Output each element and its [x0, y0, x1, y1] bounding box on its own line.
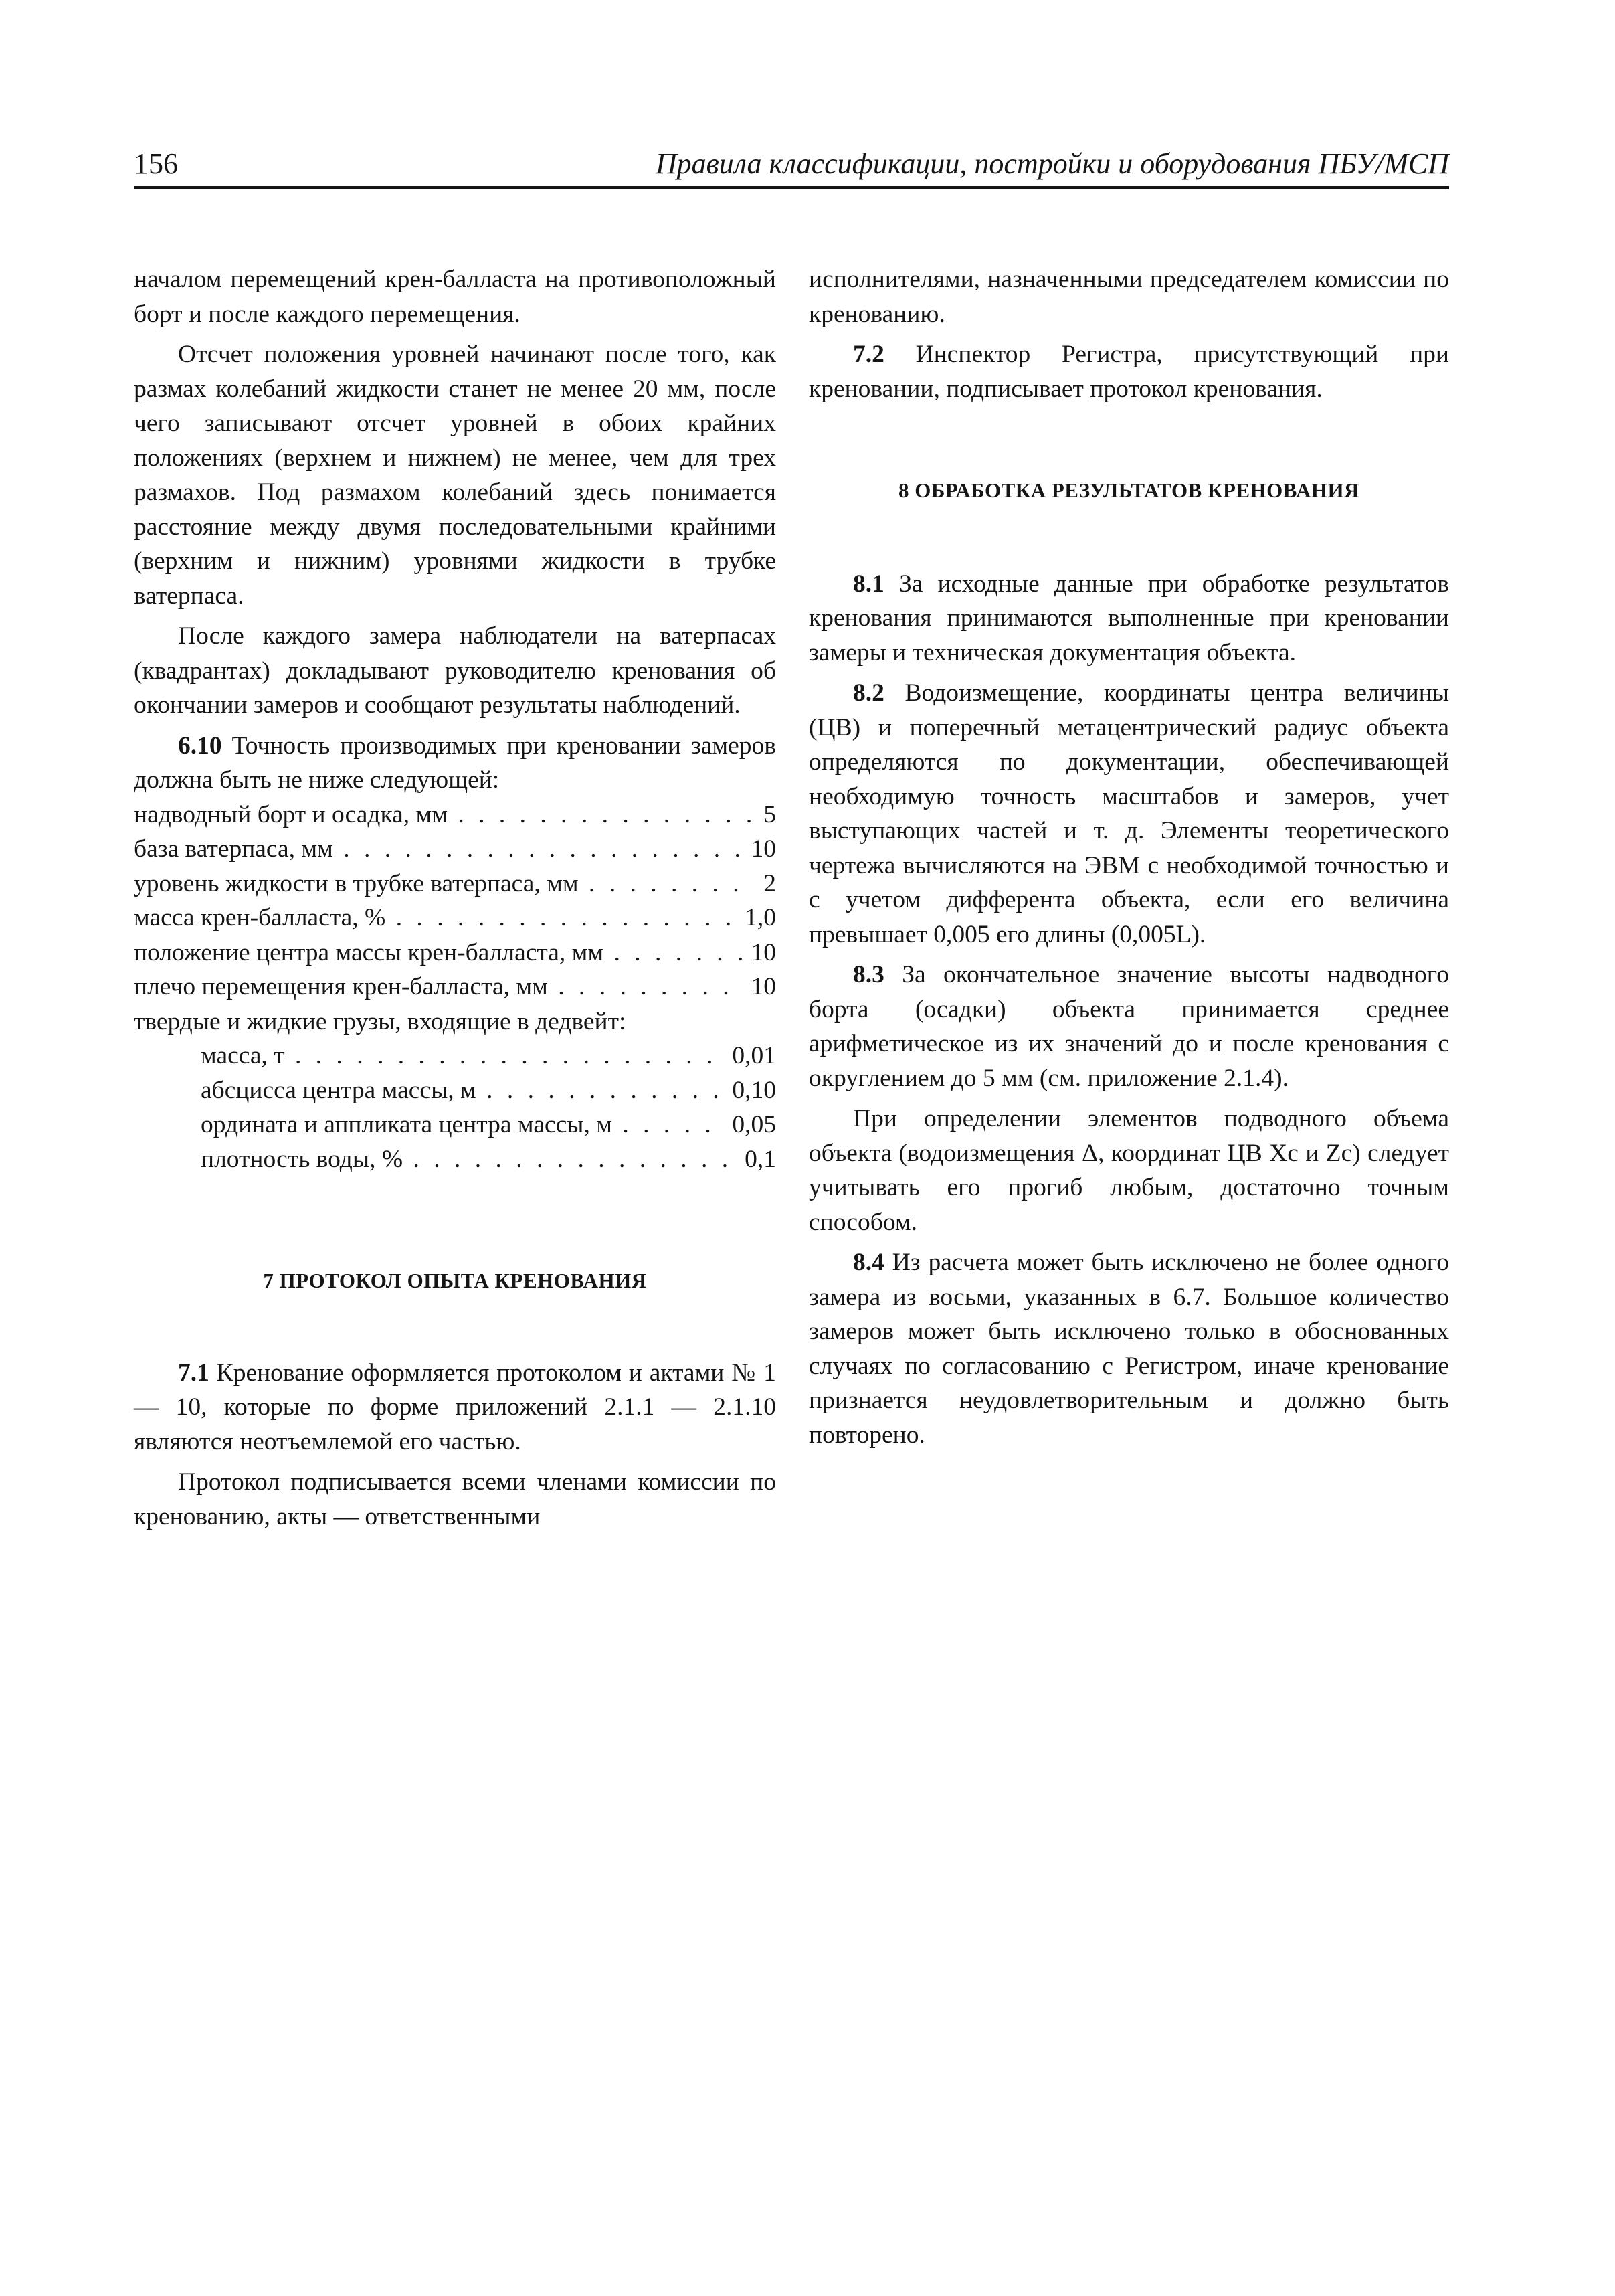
tolerance-label: положение центра массы крен-балласта, мм . . .	[134, 936, 742, 970]
tolerance-value: 10	[751, 938, 776, 966]
clause-text: За исходные данные при обработке результатов кренования принимаются выполненные при креновании замеры и техническая документация объекта.	[809, 569, 1449, 667]
right-column	[809, 262, 1449, 1452]
paragraph-7-2	[809, 337, 1449, 406]
cargo-value: 0,1	[745, 1145, 776, 1173]
tolerance-row	[134, 832, 776, 867]
tolerance-label: масса крен-балласта, % . . .	[134, 901, 735, 936]
cargo-row	[134, 1108, 776, 1142]
cargo-row	[134, 1039, 776, 1073]
clause-number: 8.3	[853, 961, 884, 988]
clause-number: 8.1	[853, 569, 884, 598]
tolerance-label: уровень жидкости в трубке ватерпаса, мм . . .	[134, 867, 754, 901]
clause-number: 8.4	[853, 1249, 884, 1276]
tolerance-row	[134, 901, 776, 936]
tolerance-row	[134, 970, 776, 1004]
clause-text: Из расчета может быть исключено не более одного замера из восьми, указанных в 6.7. Большое количество замеров может быть исключено только в обоснованных случаях по согласованию с Регистром, иначе кренование признается неудовлетворительным и должно быть повторено.	[809, 1249, 1449, 1449]
tolerance-row	[134, 867, 776, 901]
clause-text: За окончательное значение высоты надводного борта (осадки) объекта принимается среднее арифметическое из их значений до и после кренования с округлением до 5 мм (см. приложение 2.1.4).	[809, 961, 1449, 1092]
clause-text: Инспектор Регистра, присутствующий при креновании, подписывает протокол кренования.	[809, 341, 1449, 403]
paragraph-level-readings: Отсчет положения уровней начинают после того, как размах колебаний жидкости станет не менее 20 мм, после чего записывают отсчет уровней в обоих крайних положениях (верхнем и нижнем) не менее, чем для трех размахов. Под размахом колебаний здесь понимается расстояние между двумя последовательными крайними (верхним и нижним) уровнями жидкости в трубке ватерпаса.	[134, 341, 776, 610]
clause-number: 8.2	[853, 679, 884, 707]
page-header	[134, 145, 1449, 189]
clause-text: Кренование оформляется протоколом и актами № 1 — 10, которые по форме приложений 2.1.1 — 2.1.10 являются неотъемлемой его частью.	[134, 1358, 776, 1455]
section-heading-7: 7 ПРОТОКОЛ ОПЫТА КРЕНОВАНИЯ	[263, 1269, 647, 1292]
tolerance-value: 10	[751, 973, 776, 1000]
paragraph-8-3	[809, 958, 1449, 1095]
page-number: 156	[134, 147, 178, 180]
cargo-label: масса, т . . .	[201, 1039, 723, 1073]
tolerance-list	[134, 798, 776, 1177]
paragraph-7-1	[134, 1356, 776, 1460]
cargo-value: 0,01	[732, 1042, 776, 1069]
left-column	[134, 262, 776, 1534]
clause-number: 7.1	[178, 1358, 209, 1387]
running-title: Правила классификации, постройки и оборудования ПБУ/МСП	[655, 147, 1449, 180]
cargo-intro: твердые и жидкие грузы, входящие в дедвейт:	[134, 1007, 626, 1035]
paragraph-continuation: исполнителями, назначенными председателем комиссии по кренованию.	[809, 266, 1449, 328]
paragraph-8-1	[809, 567, 1449, 671]
clause-text: Водоизмещение, координаты центра величины (ЦВ) и поперечный метацентрический радиус объекта определяются по документации, обеспечивающей необходимую точность масштабов и замеров, учет выступающих частей и т. д. Элементы теоретического чертежа вычисляются на ЭВМ с необходимой точностью и с учетом дифферента объекта, если его величина превышает 0,005 его длины (0,005L).	[809, 679, 1449, 948]
clause-number: 6.10	[178, 731, 222, 760]
paragraph-8-4	[809, 1245, 1449, 1452]
cargo-row	[134, 1142, 776, 1177]
cargo-label: плотность воды, % . . .	[201, 1142, 735, 1177]
paragraph-protocol-signing: Протокол подписывается всеми членами комиссии по кренованию, акты — ответственными	[134, 1468, 776, 1530]
tolerance-label: плечо перемещения крен-балласта, мм . . .	[134, 970, 742, 1004]
cargo-value: 0,10	[732, 1076, 776, 1104]
tolerance-value: 2	[763, 869, 776, 897]
paragraph-6-10	[134, 729, 776, 798]
tolerance-value: 10	[751, 835, 776, 863]
tolerance-row	[134, 936, 776, 970]
section-heading-8: 8 ОБРАБОТКА РЕЗУЛЬТАТОВ КРЕНОВАНИЯ	[898, 478, 1360, 502]
tolerance-row	[134, 798, 776, 832]
tolerance-value: 5	[763, 800, 776, 828]
cargo-row	[134, 1073, 776, 1108]
cargo-label: ордината и аппликата центра массы, м . . .	[201, 1108, 723, 1142]
paragraph-8-2	[809, 676, 1449, 952]
tolerance-value: 1,0	[745, 904, 776, 932]
tolerance-label: база ватерпаса, мм . . .	[134, 832, 742, 867]
cargo-value: 0,05	[732, 1111, 776, 1138]
clause-number: 7.2	[853, 341, 884, 368]
clause-text: Точность производимых при креновании замеров должна быть не ниже следующей:	[134, 731, 776, 794]
tolerance-label: надводный борт и осадка, мм . . .	[134, 798, 754, 832]
paragraph-continuation: началом перемещений крен-балласта на противоположный борт и после каждого перемещения.	[134, 266, 776, 328]
paragraph-underwater-elements: При определении элементов подводного объема объекта (водоизмещения Δ, координат ЦВ Xc и Zc) следует учитывать его прогиб любым, достаточно точным способом.	[809, 1105, 1449, 1236]
paragraph-observers: После каждого замера наблюдатели на ватерпасах (квадрантах) докладывают руководителю кренования об окончании замеров и сообщают результаты наблюдений.	[134, 622, 776, 719]
cargo-label: абсцисса центра массы, м . . .	[201, 1073, 723, 1108]
